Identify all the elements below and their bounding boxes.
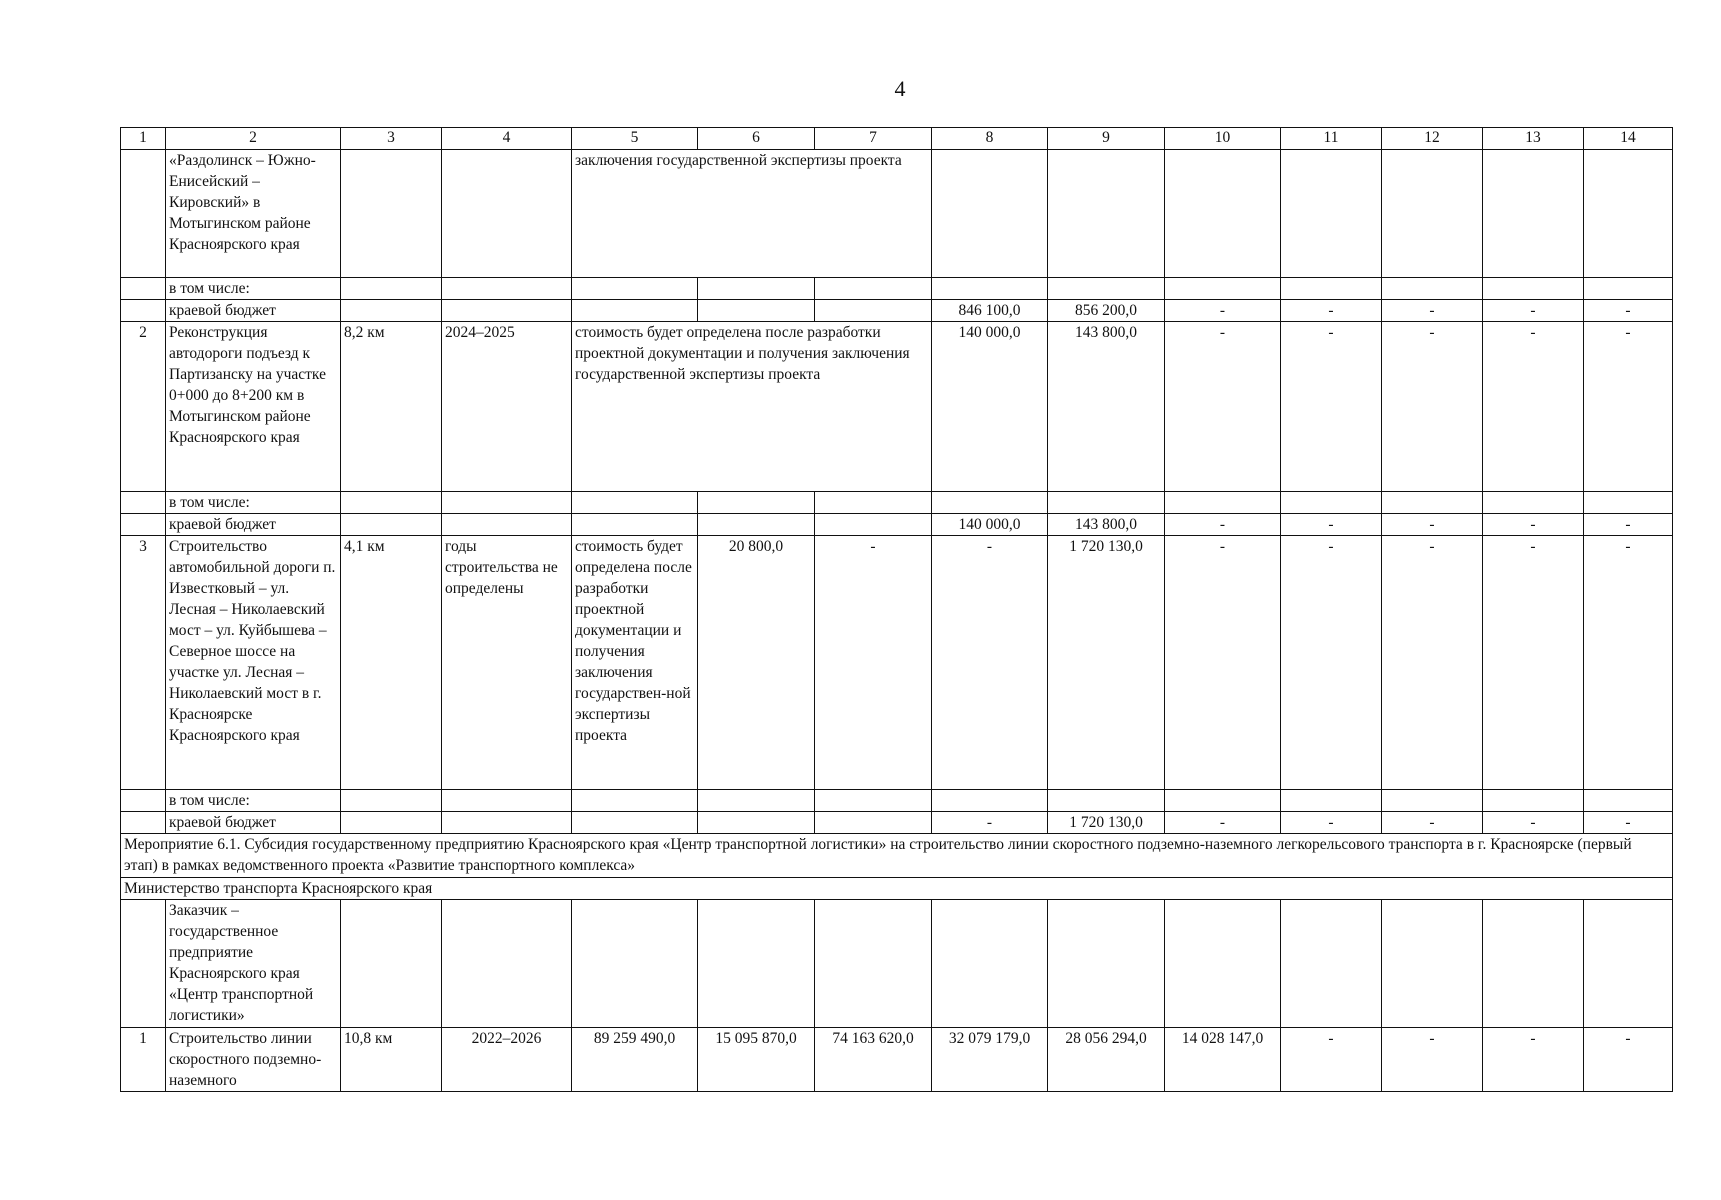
col-header: 14	[1584, 128, 1673, 150]
value-cell: -	[1281, 514, 1382, 536]
object-name: «Раздолинск – Южно-Енисейский – Кировский» в Мотыгинском районе Красноярского края	[166, 150, 341, 278]
subtotal-label: в том числе:	[166, 492, 341, 514]
table-row	[121, 900, 1673, 1028]
length-cell: 8,2 км	[341, 322, 442, 492]
header-row	[121, 128, 1673, 150]
value-cell: -	[1382, 300, 1483, 322]
value-cell: -	[1584, 1028, 1673, 1092]
value-cell: -	[1483, 1028, 1584, 1092]
value-cell: -	[1165, 322, 1281, 492]
value-cell: -	[1165, 536, 1281, 790]
cost-note: стоимость будет определена после разработки проектной документации и получения заключения государствен-ной экспертизы проекта	[572, 536, 698, 790]
table-row	[121, 300, 1673, 322]
col-header: 8	[932, 128, 1048, 150]
object-name: Строительство автомобильной дороги п. Известковый – ул. Лесная – Николаевский мост – ул. Куйбышева – Северное шоссе на участке ул. Лесная – Николаевский мост в г. Красноярске Красноярского края	[166, 536, 341, 790]
value-cell: 89 259 490,0	[572, 1028, 698, 1092]
value-cell: -	[1281, 812, 1382, 834]
value-cell: 32 079 179,0	[932, 1028, 1048, 1092]
table-row	[121, 790, 1673, 812]
value-cell: -	[815, 536, 932, 790]
col-header: 3	[341, 128, 442, 150]
page-number: 4	[894, 76, 906, 101]
value-cell: -	[1584, 322, 1673, 492]
budget-label: краевой бюджет	[166, 514, 341, 536]
col-header: 7	[815, 128, 932, 150]
value-cell: -	[1382, 514, 1483, 536]
table-row	[121, 492, 1673, 514]
col-header: 6	[698, 128, 815, 150]
period-cell: годы строительства не определены	[442, 536, 572, 790]
budget-label: краевой бюджет	[166, 812, 341, 834]
subtotal-label: в том числе:	[166, 790, 341, 812]
row-number: 1	[121, 1028, 166, 1092]
table-row	[121, 1028, 1673, 1092]
value-cell: 140 000,0	[932, 322, 1048, 492]
value-cell: -	[1584, 514, 1673, 536]
cost-note: стоимость будет определена после разработки проектной документации и получения заключения государственной экспертизы проекта	[572, 322, 932, 492]
table-row	[121, 514, 1673, 536]
value-cell: -	[1584, 812, 1673, 834]
value-cell: -	[1483, 300, 1584, 322]
value-cell: -	[1165, 300, 1281, 322]
col-header: 12	[1382, 128, 1483, 150]
value-cell: -	[1483, 536, 1584, 790]
value-cell: -	[1281, 1028, 1382, 1092]
table-row	[121, 812, 1673, 834]
value-cell: 143 800,0	[1048, 514, 1165, 536]
row-number: 2	[121, 322, 166, 492]
value-cell: -	[1281, 322, 1382, 492]
value-cell: -	[1165, 514, 1281, 536]
ministry-title: Министерство транспорта Красноярского края	[121, 878, 1673, 900]
value-cell: 140 000,0	[932, 514, 1048, 536]
budget-label: краевой бюджет	[166, 300, 341, 322]
col-header: 1	[121, 128, 166, 150]
event-title: Мероприятие 6.1. Субсидия государственному предприятию Красноярского края «Центр транспортной логистики» на строительство линии скоростного подземно-наземного легкорельсового транспорта в г. Красноярске (первый этап) в рамках ведомственного проекта «Развитие транспортного комплекса»	[121, 834, 1673, 878]
table-row	[121, 150, 1673, 278]
col-header: 4	[442, 128, 572, 150]
col-header: 9	[1048, 128, 1165, 150]
value-cell: 28 056 294,0	[1048, 1028, 1165, 1092]
value-cell: -	[1483, 514, 1584, 536]
value-cell: 74 163 620,0	[815, 1028, 932, 1092]
customer-cell: Заказчик – государственное предприятие Красноярского края «Центр транспортной логистики»	[166, 900, 341, 1028]
budget-table	[120, 127, 1673, 1092]
value-cell: -	[932, 536, 1048, 790]
value-cell: -	[1165, 812, 1281, 834]
value-cell: -	[1584, 300, 1673, 322]
object-name: Реконструкция автодороги подъезд к Партизанску на участке 0+000 до 8+200 км в Мотыгинском районе Красноярского края	[166, 322, 341, 492]
value-cell: -	[1382, 322, 1483, 492]
value-cell: -	[1382, 1028, 1483, 1092]
value-cell: -	[1483, 322, 1584, 492]
length-cell: 10,8 км	[341, 1028, 442, 1092]
length-cell: 4,1 км	[341, 536, 442, 790]
col-header: 11	[1281, 128, 1382, 150]
col-header: 5	[572, 128, 698, 150]
table-row	[121, 278, 1673, 300]
value-cell: -	[1584, 536, 1673, 790]
value-cell: 846 100,0	[932, 300, 1048, 322]
value-cell: -	[1382, 812, 1483, 834]
value-cell: -	[1382, 536, 1483, 790]
value-cell: -	[1281, 536, 1382, 790]
value-cell: -	[932, 812, 1048, 834]
section-row	[121, 834, 1673, 878]
value-cell: 1 720 130,0	[1048, 812, 1165, 834]
value-cell: -	[1281, 300, 1382, 322]
period-cell: 2024–2025	[442, 322, 572, 492]
value-cell: 14 028 147,0	[1165, 1028, 1281, 1092]
cost-note: заключения государственной экспертизы проекта	[572, 150, 932, 278]
value-cell: 15 095 870,0	[698, 1028, 815, 1092]
value-cell: 1 720 130,0	[1048, 536, 1165, 790]
value-cell: -	[1483, 812, 1584, 834]
value-cell: 856 200,0	[1048, 300, 1165, 322]
col-header: 2	[166, 128, 341, 150]
table-row	[121, 322, 1673, 492]
period-cell: 2022–2026	[442, 1028, 572, 1092]
row-number: 3	[121, 536, 166, 790]
subtotal-label: в том числе:	[166, 278, 341, 300]
col-header: 13	[1483, 128, 1584, 150]
table-row	[121, 536, 1673, 790]
value-cell: 20 800,0	[698, 536, 815, 790]
object-name: Строительство линии скоростного подземно-наземного	[166, 1028, 341, 1092]
section-row	[121, 878, 1673, 900]
value-cell: 143 800,0	[1048, 322, 1165, 492]
col-header: 10	[1165, 128, 1281, 150]
